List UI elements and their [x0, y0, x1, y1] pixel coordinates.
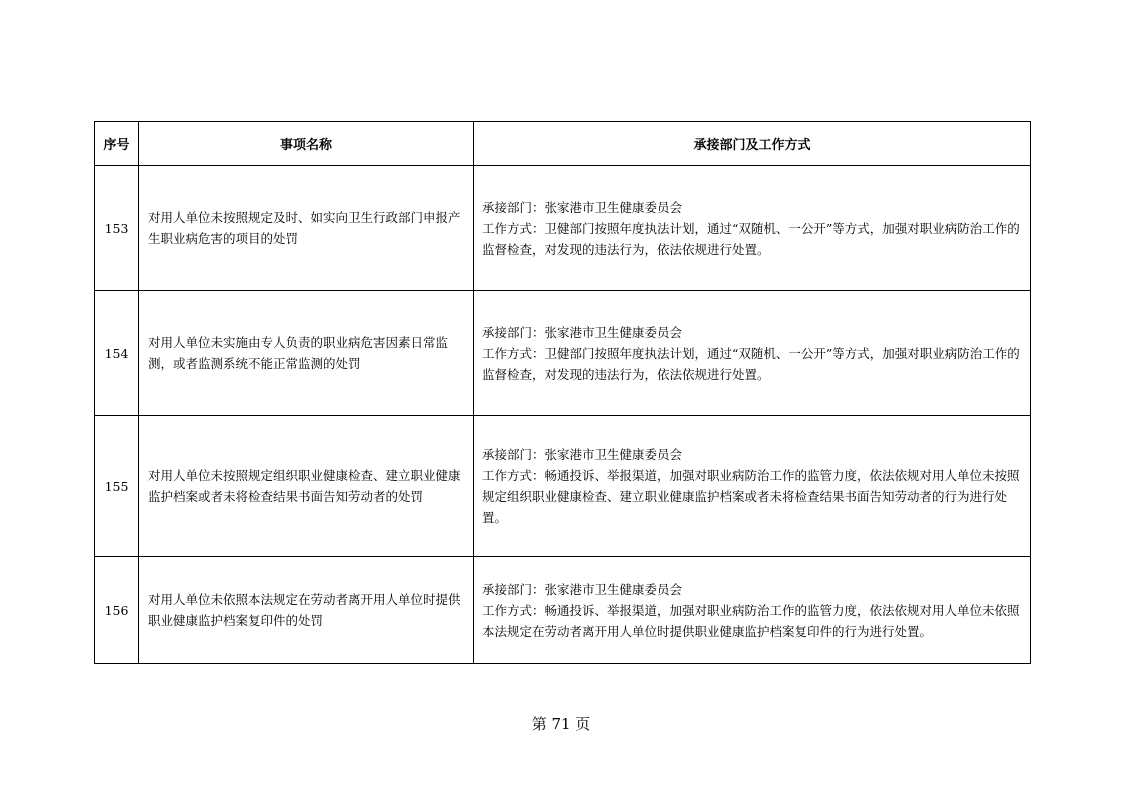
header-serial-number: 序号 [95, 122, 139, 166]
items-table [94, 121, 1031, 664]
department-method-cell [474, 416, 1031, 557]
item-name: 对用人单位未依照本法规定在劳动者离开用人单位时提供职业健康监护档案复印件的处罚 [139, 557, 474, 664]
item-name: 对用人单位未按照规定组织职业健康检查、建立职业健康监护档案或者未将检查结果书面告知劳动者的处罚 [139, 416, 474, 557]
header-department-method: 承接部门及工作方式 [474, 122, 1031, 166]
item-name: 对用人单位未实施由专人负责的职业病危害因素日常监测，或者监测系统不能正常监测的处罚 [139, 291, 474, 416]
serial-number: 153 [95, 166, 139, 291]
department-line: 承接部门：张家港市卫生健康委员会 [482, 199, 683, 215]
table-header [95, 122, 1031, 166]
table-row [95, 557, 1031, 664]
department-line: 承接部门：张家港市卫生健康委员会 [482, 581, 683, 597]
header-item-name: 事项名称 [139, 122, 474, 166]
item-name: 对用人单位未按照规定及时、如实向卫生行政部门申报产生职业病危害的项目的处罚 [139, 166, 474, 291]
table-row [95, 166, 1031, 291]
page-number: 第 71 页 [531, 715, 591, 733]
table-row [95, 416, 1031, 557]
work-method-line: 工作方式：畅通投诉、举报渠道，加强对职业病防治工作的监管力度，依法依规对用人单位未依照本法规定在劳动者离开用人单位时提供职业健康监护档案复印件的行为进行处置。 [482, 602, 1020, 639]
serial-number: 154 [95, 291, 139, 416]
department-method-cell [474, 557, 1031, 664]
department-line: 承接部门：张家港市卫生健康委员会 [482, 447, 683, 462]
department-line: 承接部门：张家港市卫生健康委员会 [482, 324, 683, 340]
table-row [95, 291, 1031, 416]
header-row [95, 122, 1031, 166]
work-method-line: 工作方式：卫健部门按照年度执法计划，通过“双随机、一公开”等方式，加强对职业病防治工作的监督检查，对发现的违法行为，依法依规进行处置。 [482, 220, 1020, 257]
department-method-cell [474, 291, 1031, 416]
department-method-cell [474, 166, 1031, 291]
serial-number: 156 [95, 557, 139, 664]
table-body [95, 166, 1031, 664]
serial-number: 155 [95, 416, 139, 557]
work-method-line: 工作方式：畅通投诉、举报渠道，加强对职业病防治工作的监管力度，依法依规对用人单位未按照规定组织职业健康检查、建立职业健康监护档案或者未将检查结果书面告知劳动者的行为进行处置。 [482, 468, 1020, 525]
work-method-line: 工作方式：卫健部门按照年度执法计划，通过“双随机、一公开”等方式，加强对职业病防治工作的监督检查，对发现的违法行为，依法依规进行处置。 [482, 345, 1020, 382]
